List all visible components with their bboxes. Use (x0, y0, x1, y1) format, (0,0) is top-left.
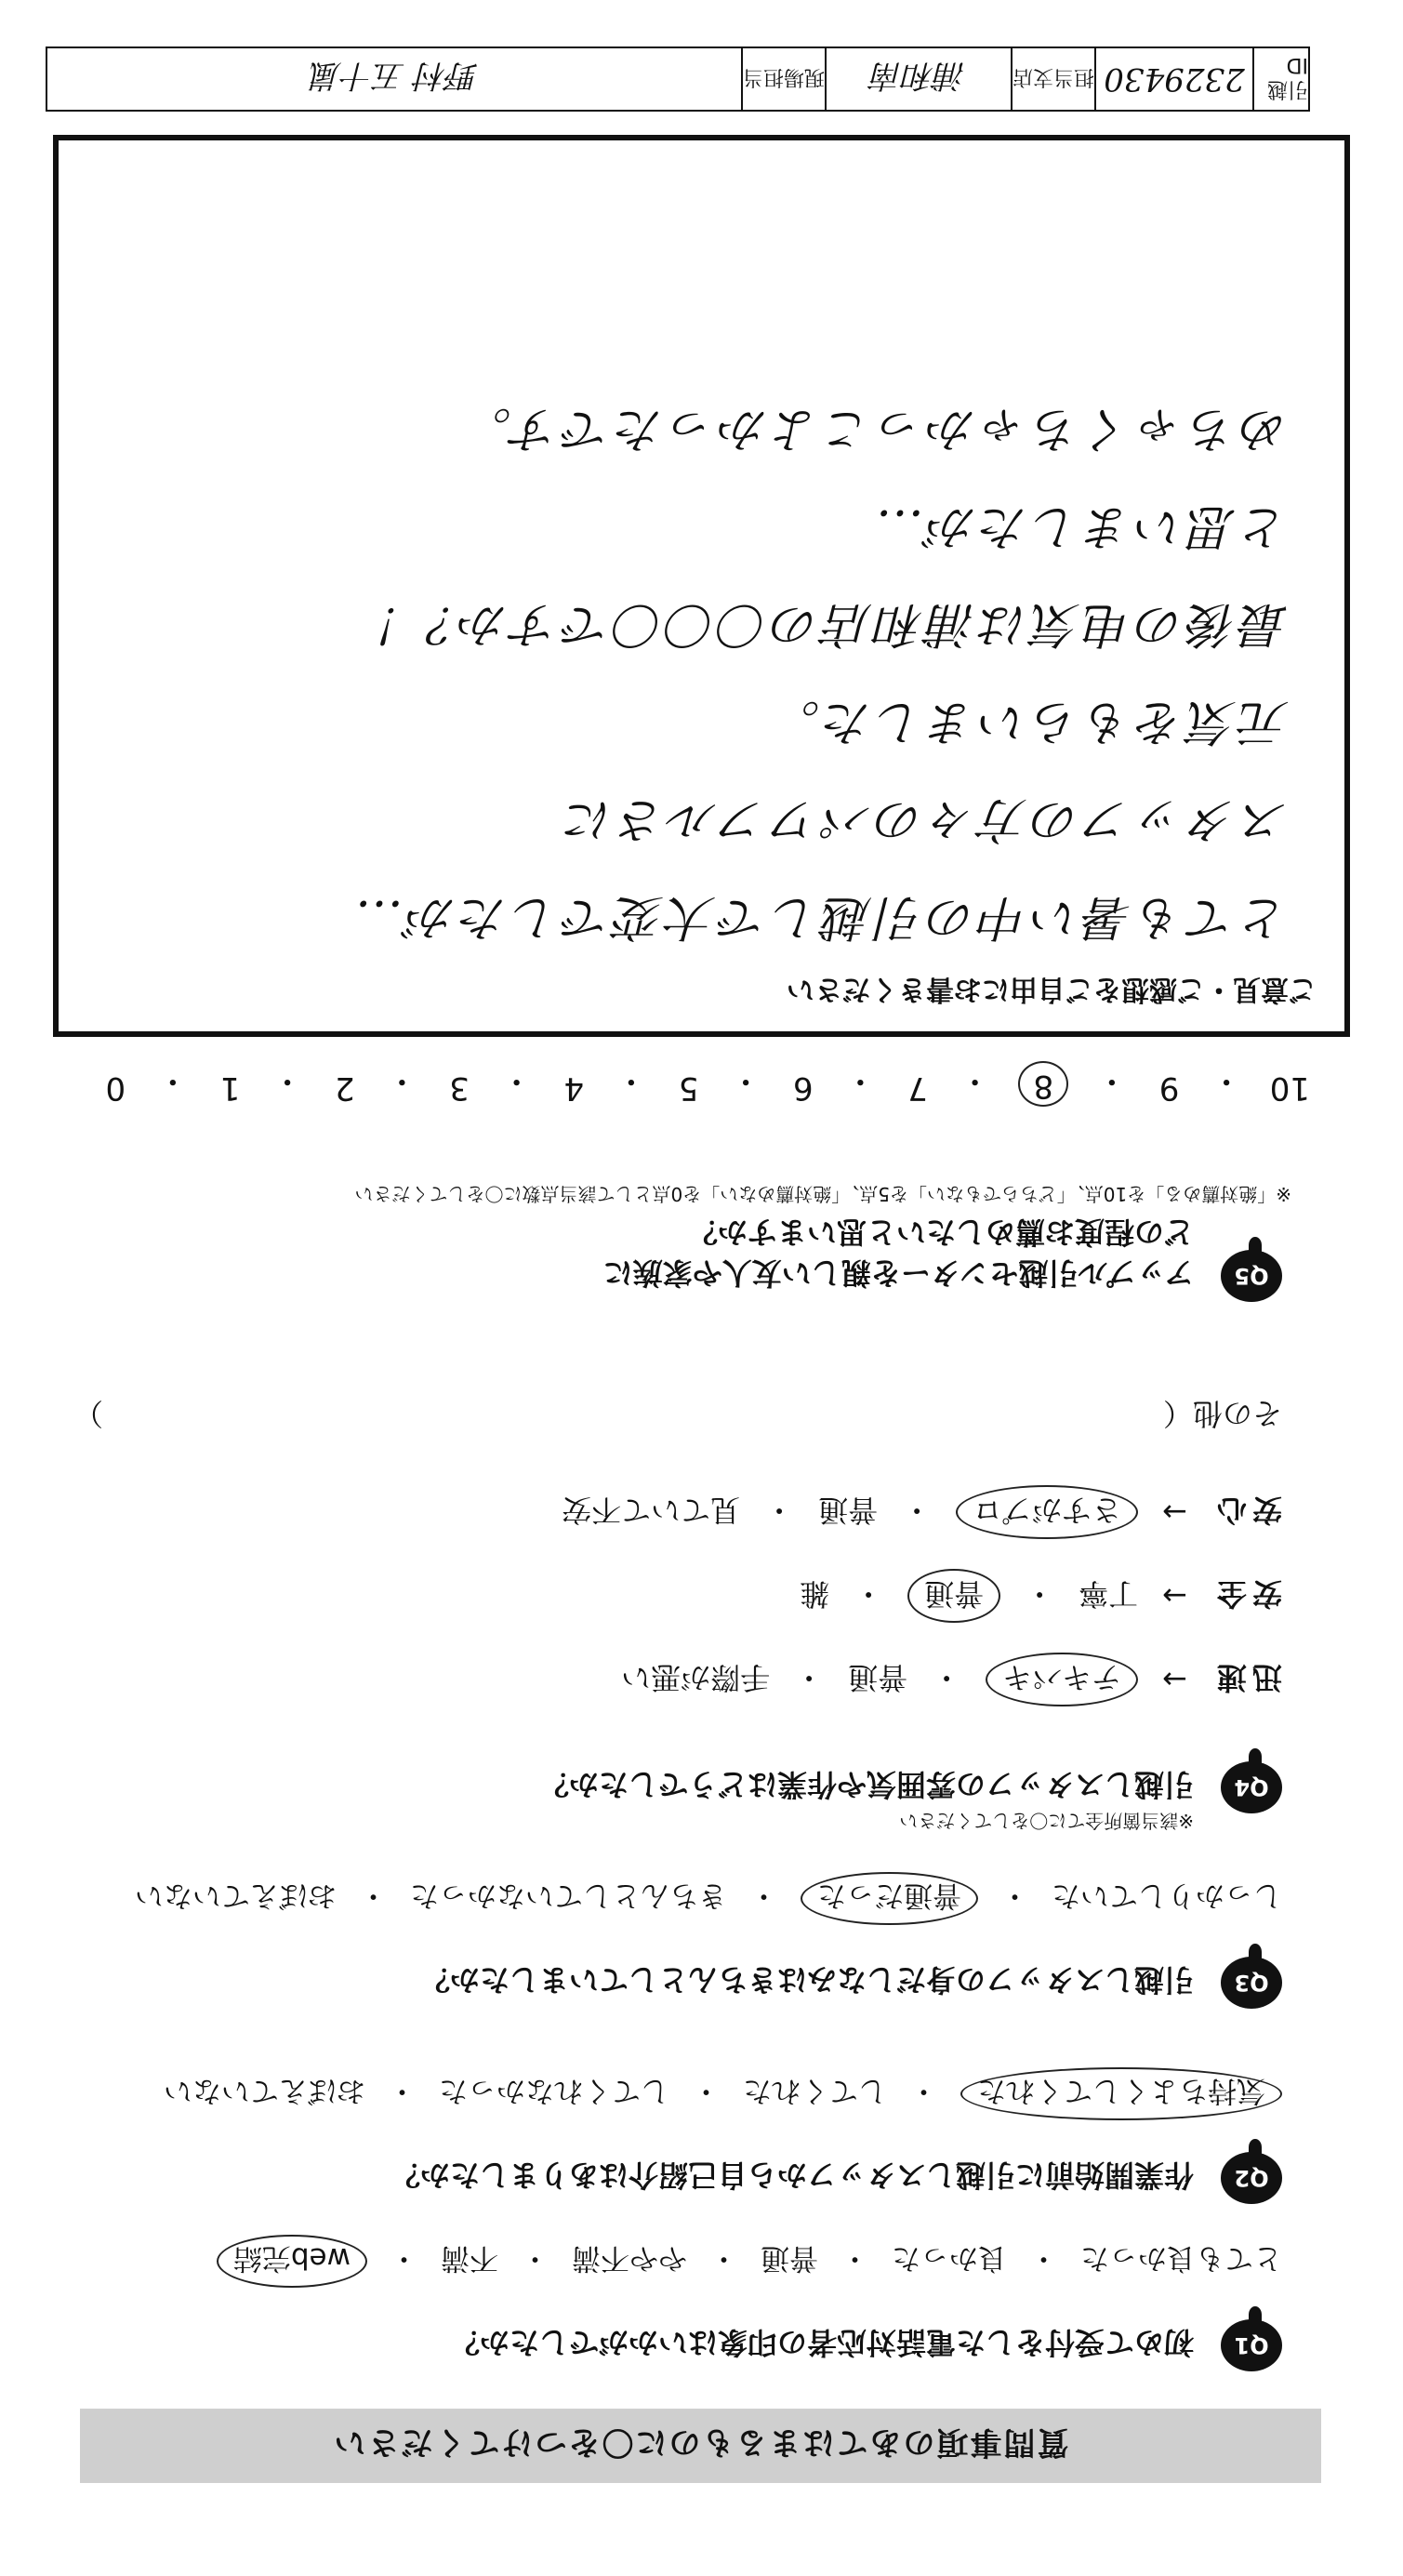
q3-text: 引越しスタッフの身だしなみはきちんとしていましたか？ (419, 1962, 1194, 1998)
q2-option[interactable]: してくれた (743, 2074, 887, 2107)
score-option-selected[interactable]: 8 (1018, 1061, 1068, 1107)
q3-option[interactable]: きちんとしていなかった (410, 1879, 727, 1912)
q1-option[interactable]: 良かった (892, 2241, 1007, 2275)
q5-text: アップル引越センターを親しい友人や家族に (602, 1255, 1194, 1291)
q2-text: 作業開始前に引越しスタッフから自己紹介はありましたか？ (390, 2158, 1194, 2193)
q4-row-safety: 安全 → 丁寧 ・ 普通 ・ 雑 (800, 1569, 1282, 1623)
comment-line: とても暑い中の引越しで大変でしたが… (351, 889, 1289, 945)
q3-badge: Q3 (1221, 1957, 1282, 2009)
score-option[interactable]: 0 (105, 1069, 126, 1107)
q4-row-label: 安全 (1211, 1576, 1282, 1612)
q5-score-scale: 10 ・ 9 ・ 8 ・ 7 ・ 6 ・ 5 ・ 4 ・ 3 ・ 2 ・ 1 ・ 0 (101, 1061, 1310, 1107)
q5-badge: Q5 (1221, 1250, 1282, 1302)
comment-line: スタッフの方々のパワフルさに (562, 791, 1289, 847)
q3-option-selected[interactable]: 普通だった (801, 1872, 978, 1925)
q4-text: 引越しスタッフの雰囲気や作業はどうでしたか？ (538, 1767, 1194, 1802)
q5-text-2: どの程度お薦めしたいと思いますか？ (687, 1215, 1194, 1250)
q4-row-reassurance: 安心 → さすがプロ ・ 普通 ・ 見ていて不安 (562, 1485, 1282, 1539)
score-option[interactable]: 3 (449, 1069, 470, 1107)
comment-line: 元気をもらいました。 (767, 694, 1289, 750)
q4-option[interactable]: 丁寧 (1079, 1576, 1139, 1612)
q2-options: 気持ちよくしてくれた ・ してくれた ・ してくれなかった ・ おぼえていない (164, 2067, 1282, 2120)
branch-label: 担当支店 (1011, 48, 1094, 110)
q3-option[interactable]: しっかりしていた (1052, 1879, 1282, 1912)
q3-options: しっかりしていた ・ 普通だった ・ きちんとしていなかった ・ おぼえていない (135, 1872, 1282, 1925)
score-option[interactable]: 10 (1269, 1069, 1310, 1107)
q4-other-close: ） (73, 1396, 104, 1431)
q4-note: ※該当箇所全てに〇をしてください (899, 1810, 1194, 1832)
q1-option[interactable]: やや不満 (572, 2241, 687, 2275)
score-option[interactable]: 7 (907, 1069, 928, 1107)
arrow-icon: → (1162, 1662, 1187, 1697)
score-option[interactable]: 2 (334, 1069, 355, 1107)
q4-option-selected[interactable]: さすがプロ (956, 1485, 1138, 1539)
score-option[interactable]: 1 (219, 1069, 241, 1107)
q4-row-label: 迅速 (1211, 1660, 1282, 1695)
instruction-banner: 質問事項のあてはまるものに〇をつけてください (80, 2409, 1321, 2483)
manager-label: 現場担当 (741, 48, 825, 110)
q4-option[interactable]: 手際が悪い (621, 1660, 771, 1695)
q1-option[interactable]: 不満 (441, 2241, 498, 2275)
q1-options: とても良かった ・ 良かった ・ 普通 ・ やや不満 ・ 不満 ・ web完結 (217, 2235, 1282, 2288)
comment-line: めちゃくちゃかっこよかったです。 (459, 401, 1289, 457)
q4-row-speed: 迅速 → テキパキ ・ 普通 ・ 手際が悪い (621, 1653, 1282, 1706)
arrow-icon: → (1162, 1578, 1187, 1613)
arrow-icon: → (1162, 1494, 1187, 1530)
branch-value: 浦和南 (825, 48, 1011, 110)
manager-value: 野村 五十嵐 (310, 57, 479, 95)
move-id-label: 引越ID (1252, 48, 1308, 110)
q4-option[interactable]: 見ていて不安 (562, 1493, 741, 1528)
q4-badge: Q4 (1221, 1761, 1282, 1813)
score-option[interactable]: 5 (678, 1069, 699, 1107)
comments-heading: ご意見・ご感想をご自由にお書きください (787, 973, 1317, 1005)
score-option[interactable]: 4 (563, 1069, 585, 1107)
q1-option[interactable]: 普通 (761, 2241, 818, 2275)
score-option[interactable]: 9 (1158, 1069, 1180, 1107)
q1-option[interactable]: とても良かった (1080, 2241, 1282, 2275)
q5-note: ※「絶対薦める」を10点、「どちらでもない」を5点、「絶対薦めない」を0点として該当点数に〇をしてください (354, 1183, 1291, 1205)
q1-badge: Q1 (1221, 2319, 1282, 2371)
q4-other-label: その他（ (1162, 1396, 1282, 1431)
q4-option[interactable]: 普通 (818, 1493, 879, 1528)
comment-line: 最後の电気は浦和店の〇〇〇ですか？！ (351, 596, 1289, 652)
q2-badge: Q2 (1221, 2152, 1282, 2204)
q4-option-selected[interactable]: 普通 (907, 1569, 1000, 1623)
q3-option[interactable]: おぼえていない (135, 1879, 337, 1912)
q4-row-label: 安心 (1211, 1493, 1282, 1528)
comments-box[interactable] (53, 135, 1350, 1037)
q2-option-selected[interactable]: 気持ちよくしてくれた (960, 2067, 1282, 2120)
q1-text: 初めて受付をした電話対応者の印象はいかがでしたか？ (449, 2325, 1194, 2360)
q2-option[interactable]: してくれなかった (439, 2074, 669, 2107)
move-id-value: 2329430 (1094, 48, 1252, 110)
q1-option-selected[interactable]: web完結 (217, 2235, 367, 2288)
q2-option[interactable]: おぼえていない (164, 2074, 365, 2107)
q4-option[interactable]: 雑 (800, 1576, 830, 1612)
comment-line: と思いましたが… (871, 498, 1289, 554)
q4-option-selected[interactable]: テキパキ (986, 1653, 1138, 1706)
score-option[interactable]: 6 (792, 1069, 814, 1107)
footer-info-table (46, 46, 1310, 112)
q4-other (73, 1394, 1282, 1437)
q4-option[interactable]: 普通 (848, 1660, 908, 1695)
